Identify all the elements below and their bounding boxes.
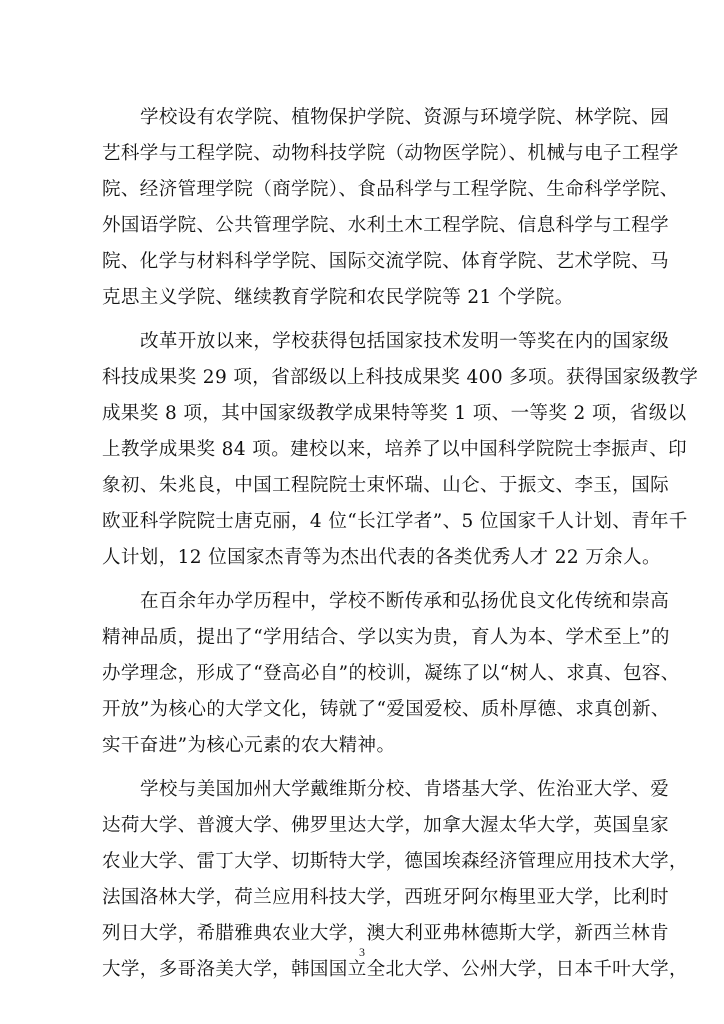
text-line: 成果奖 8 项，其中国家级教学成果特等奖 1 项、一等奖 2 项，省级以	[102, 403, 687, 424]
text-line: 外国语学院、公共管理学院、水利土木工程学院、信息科学与工程学	[102, 215, 670, 236]
text-line: 法国洛林大学，荷兰应用科技大学，西班牙阿尔梅里亚大学，比利时	[102, 887, 670, 908]
text-line: 学校设有农学院、植物保护学院、资源与环境学院、林学院、园	[140, 107, 670, 128]
text-line: 改革开放以来，学校获得包括国家技术发明一等奖在内的国家级	[140, 331, 670, 352]
text-line: 学校与美国加州大学戴维斯分校、肯塔基大学、佐治亚大学、爱	[140, 779, 670, 800]
text-line: 列日大学，希腊雅典农业大学，澳大利亚弗林德斯大学，新西兰林肯	[102, 923, 670, 944]
paragraph-achievements	[102, 324, 699, 576]
text-line: 院、经济管理学院（商学院）、食品科学与工程学院、生命科学学院、	[102, 179, 679, 200]
text-line: 开放”为核心的大学文化，铸就了“爱国爱校、质朴厚德、求真创新、	[102, 699, 670, 720]
text-line: 在百余年办学历程中，学校不断传承和弘扬优良文化传统和崇高	[140, 591, 670, 612]
text-line: 达荷大学、普渡大学、佛罗里达大学，加拿大渥太华大学，英国皇家	[102, 815, 670, 836]
text-line: 院、化学与材料科学学院、国际交流学院、体育学院、艺术学院、马	[102, 251, 670, 272]
text-line: 农业大学、雷丁大学、切斯特大学，德国埃森经济管理应用技术大学，	[102, 851, 688, 872]
text-line: 艺科学与工程学院、动物科技学院（动物医学院）、机械与电子工程学	[102, 143, 679, 164]
text-line: 人计划，12 位国家杰青等为杰出代表的各类优秀人才 22 万余人。	[102, 547, 661, 568]
text-line: 上教学成果奖 84 项。建校以来，培养了以中国科学院院士李振声、印	[102, 439, 688, 460]
body-text	[102, 100, 699, 996]
text-line: 办学理念，形成了“登高必自”的校训，凝练了以“树人、求真、包容、	[102, 663, 680, 684]
paragraph-colleges	[102, 100, 679, 316]
text-line: 实干奋进”为核心元素的农大精神。	[102, 735, 396, 756]
text-line: 科技成果奖 29 项，省部级以上科技成果奖 400 多项。获得国家级教学	[102, 367, 699, 388]
text-line: 克思主义学院、继续教育学院和农民学院等 21 个学院。	[102, 287, 574, 308]
text-line: 欧亚科学院院士唐克丽，4 位“长江学者”、5 位国家千人计划、青年千	[102, 511, 688, 532]
page-number: 3	[359, 945, 365, 959]
paragraph-culture	[102, 584, 680, 764]
text-line: 大学，多哥洛美大学，韩国国立全北大学、公州大学，日本千叶大学，	[102, 959, 688, 980]
text-line: 精神品质，提出了“学用结合、学以实为贵，育人为本、学术至上”的	[102, 627, 670, 648]
text-line: 象初、朱兆良，中国工程院院士束怀瑞、山仑、于振文、李玉，国际	[102, 475, 670, 496]
